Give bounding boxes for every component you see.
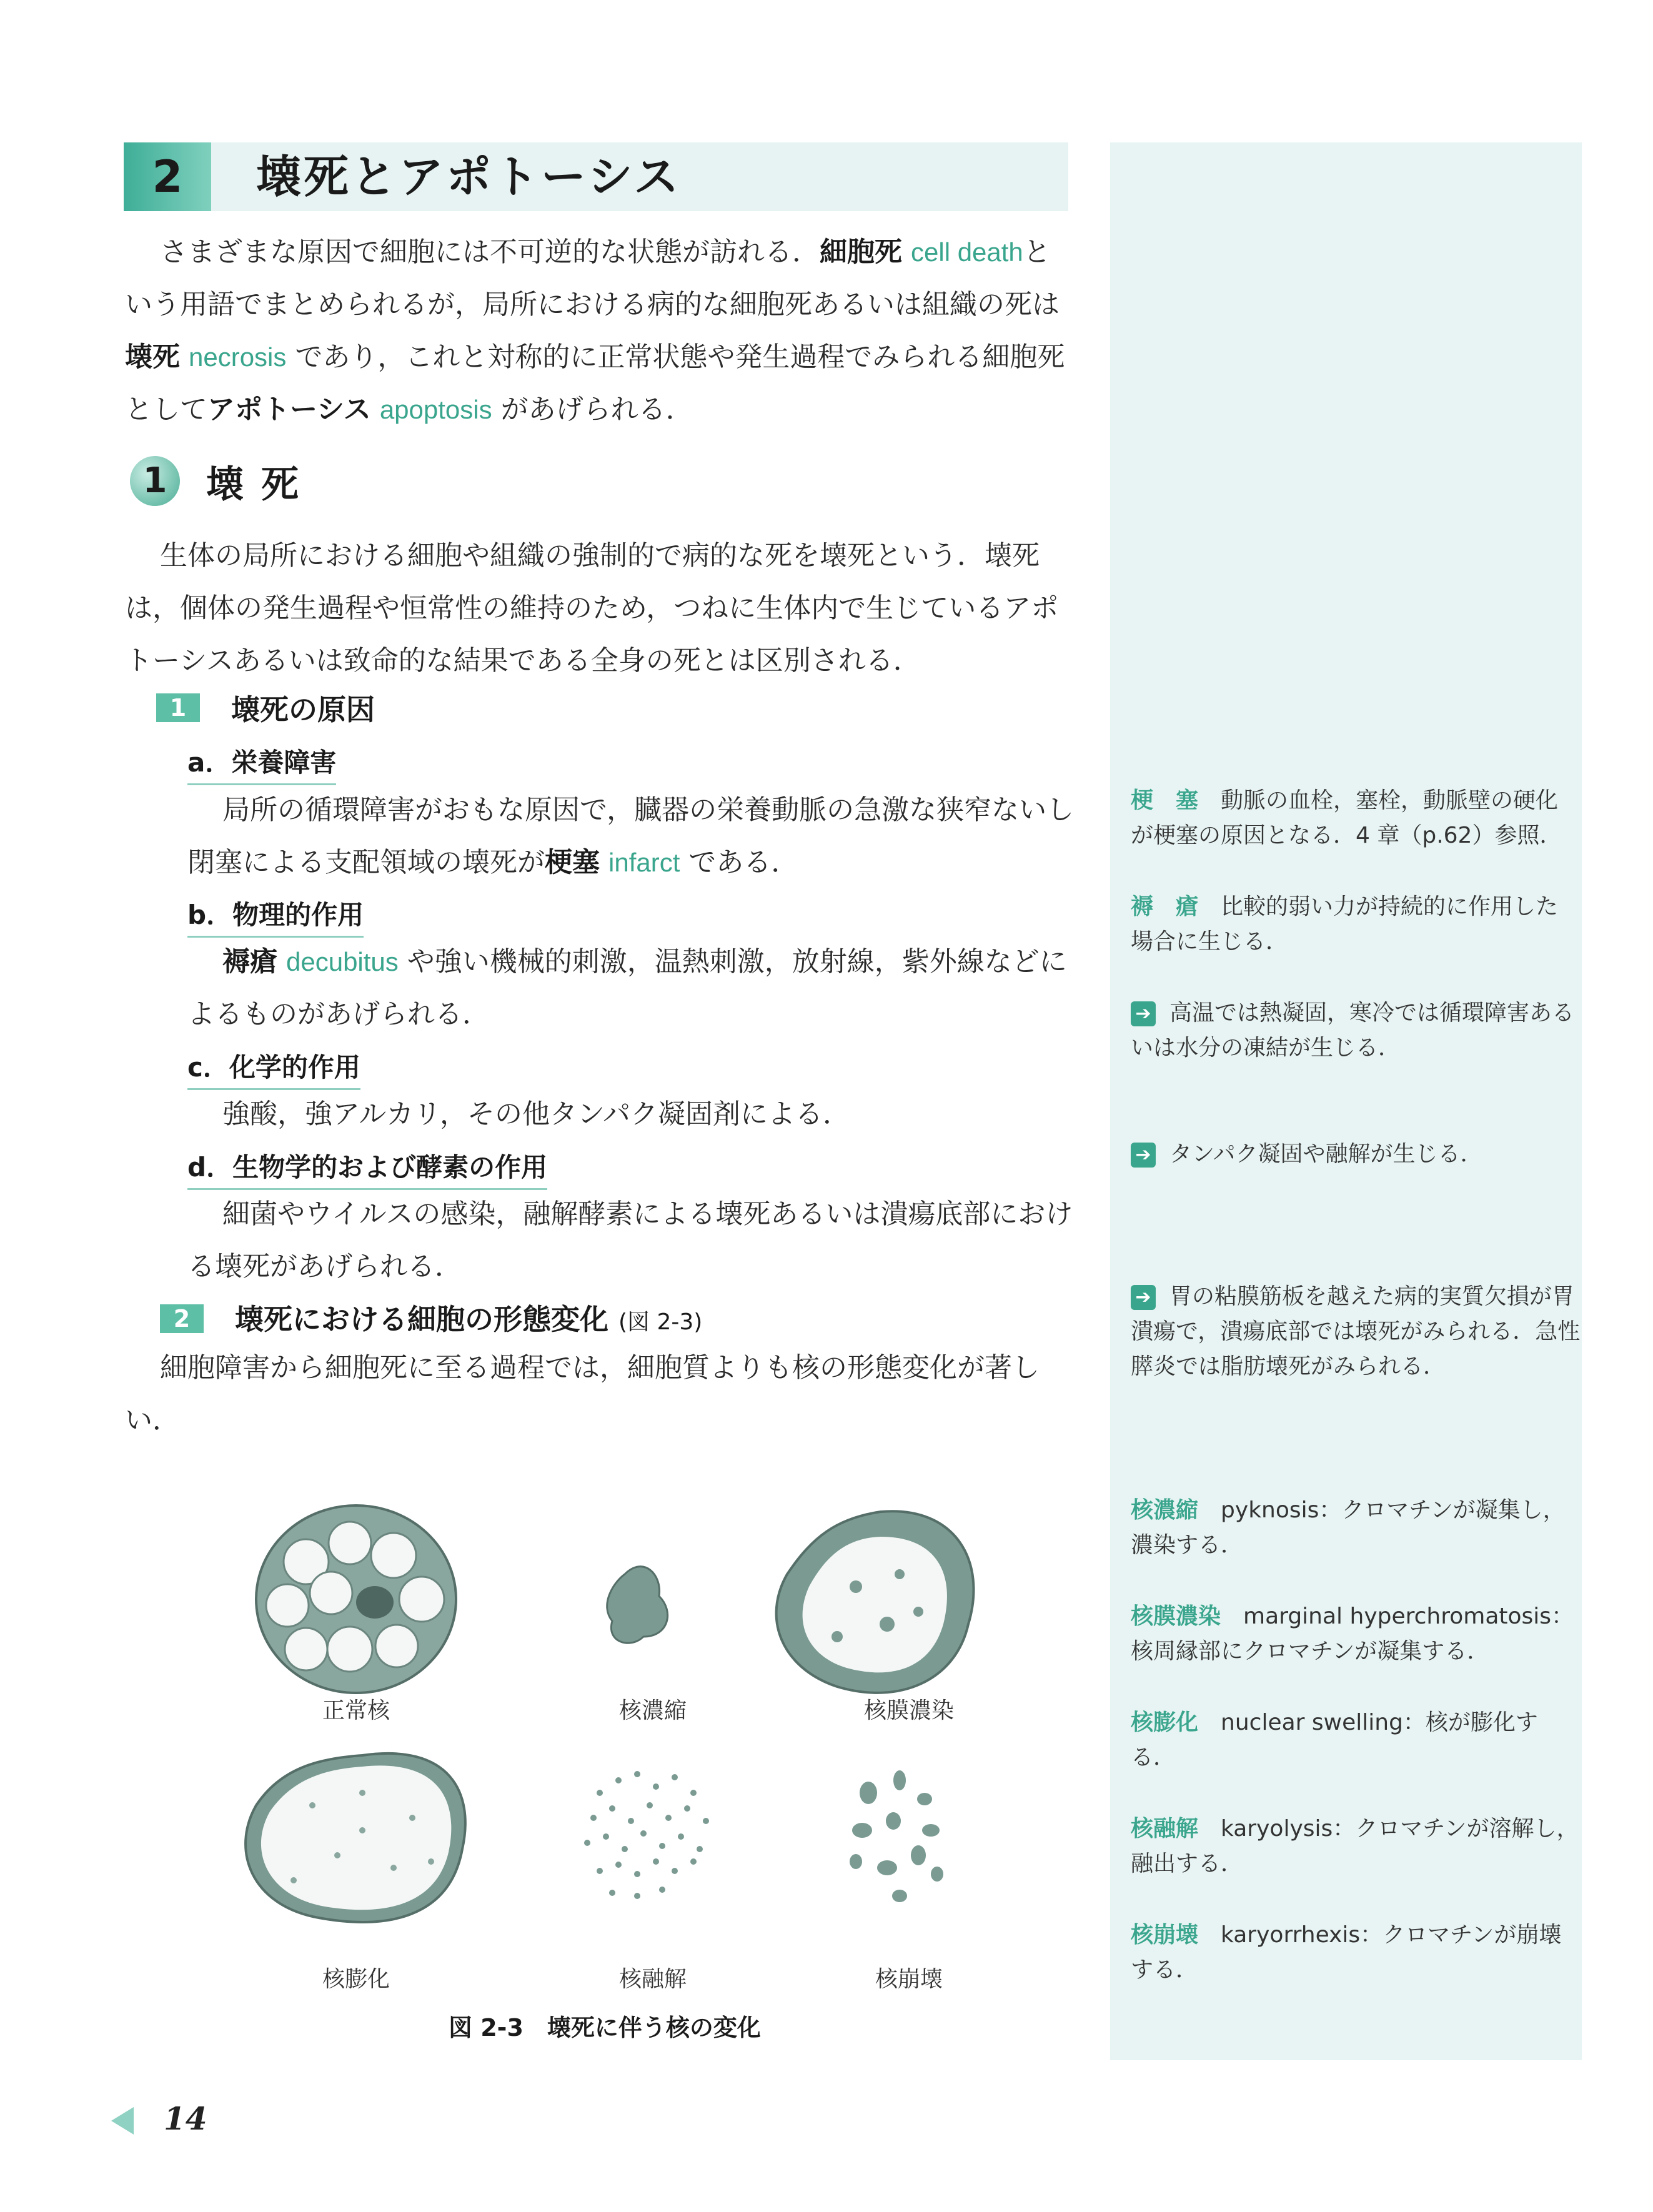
note-decubitus bbox=[1131, 890, 1581, 960]
intro-text-3: であり，これと対称的に正常状態や発生過程でみられる細胞死として bbox=[125, 341, 1065, 425]
subsection-number-2: 2 bbox=[160, 1304, 204, 1333]
note-infarct bbox=[1131, 783, 1581, 853]
note-biological-text: 胃の粘膜筋板を越えた病的実質欠損が胃潰瘍で，潰瘍底部では壊死がみられる．急性膵炎では脂肪壊死がみられる． bbox=[1131, 1284, 1581, 1379]
section-title: 壊死 bbox=[206, 463, 316, 507]
glossary-karyolysis-term: 核融解 bbox=[1131, 1816, 1199, 1842]
paragraph-a-text: 局所の循環障害がおもな原因で，臓器の栄養動脈の急激な狭窄ないし閉塞による支配領域の壊死が bbox=[187, 794, 1075, 878]
term-infarct-en: infarct bbox=[608, 848, 680, 877]
paragraph-a-end: である． bbox=[688, 846, 799, 878]
normal-nucleus-drawing bbox=[256, 1505, 456, 1693]
heading-d: d．生物学的および酵素の作用 bbox=[187, 1147, 547, 1190]
nuclear-swelling-drawing bbox=[246, 1753, 465, 1922]
subsection-number-1: 1 bbox=[156, 693, 200, 722]
note-infarct-term: 梗 塞 bbox=[1131, 788, 1199, 813]
note-physical bbox=[1131, 996, 1581, 1066]
heading-b: b．物理的作用 bbox=[187, 895, 364, 938]
figure-reference: (図 2-3) bbox=[618, 1309, 703, 1335]
note-chemical-text: タンパク凝固や融解が生じる． bbox=[1169, 1141, 1483, 1167]
label-karyolysis: 核融解 bbox=[618, 1966, 687, 1992]
glossary-marginal bbox=[1131, 1599, 1581, 1669]
term-infarct: 梗塞 bbox=[545, 846, 600, 878]
chapter-title: 壊死とアポトーシス bbox=[256, 151, 682, 203]
subsection-title-2-text: 壊死における細胞の形態変化 bbox=[235, 1302, 608, 1336]
note-biological bbox=[1131, 1279, 1581, 1384]
glossary-swelling bbox=[1131, 1705, 1581, 1775]
karyorrhexis-drawing bbox=[850, 1770, 943, 1902]
note-decubitus-term: 褥 瘡 bbox=[1131, 894, 1199, 920]
note-decubitus-text: 比較的弱い力が持続的に作用した場合に生じる． bbox=[1131, 894, 1559, 955]
intro-text-1: さまざまな原因で細胞には不可逆的な状態が訪れる． bbox=[160, 236, 820, 268]
figure-nucleus-changes bbox=[237, 1480, 1025, 1980]
karyolysis-drawing bbox=[584, 1771, 709, 1899]
glossary-karyorrhexis-term: 核崩壊 bbox=[1131, 1922, 1199, 1948]
glossary-karyorrhexis-text: karyorrhexis：クロマチンが崩壊する． bbox=[1131, 1922, 1562, 1983]
chapter-number: 2 bbox=[152, 151, 183, 202]
heading-a: a．栄養障害 bbox=[187, 742, 336, 785]
glossary-swelling-term: 核膨化 bbox=[1131, 1710, 1199, 1735]
subsection-title-1: 壊死の原因 bbox=[231, 693, 375, 727]
glossary-pyknosis bbox=[1131, 1493, 1581, 1563]
intro-text-2: という用語でまとめられるが，局所における病的な細胞死あるいは組織の死は bbox=[125, 236, 1060, 320]
heading-c: c．化学的作用 bbox=[187, 1047, 360, 1090]
figure-caption: 図 2-3 壊死に伴う核の変化 bbox=[449, 2014, 761, 2041]
label-normal-nucleus: 正常核 bbox=[322, 1698, 390, 1723]
glossary-karyorrhexis bbox=[1131, 1918, 1581, 1988]
glossary-pyknosis-term: 核濃縮 bbox=[1131, 1497, 1199, 1523]
label-nuclear-swelling: 核膨化 bbox=[322, 1966, 390, 1992]
label-marginal-hyperchromatosis: 核膜濃染 bbox=[863, 1698, 954, 1723]
term-apoptosis-en: apoptosis bbox=[379, 395, 492, 424]
term-necrosis: 壊死 bbox=[125, 341, 180, 373]
arrow-right-icon: ➔ bbox=[1131, 1143, 1156, 1168]
pyknosis-drawing bbox=[607, 1567, 668, 1643]
intro-text-4: があげられる． bbox=[500, 394, 693, 425]
paragraph-b bbox=[187, 936, 1075, 1041]
intro-paragraph bbox=[125, 226, 1075, 436]
note-chemical bbox=[1131, 1137, 1581, 1172]
term-necrosis-en: necrosis bbox=[189, 342, 287, 372]
paragraph-b-text: や強い機械的刺激，温熱刺激，放射線，紫外線などによるものがあげられる． bbox=[187, 946, 1067, 1030]
subsection-2-body: 細胞障害から細胞死に至る過程では，細胞質よりも核の形態変化が著しい． bbox=[125, 1352, 1040, 1436]
marginal-hyperchromatosis-drawing bbox=[777, 1511, 974, 1693]
glossary-karyolysis bbox=[1131, 1812, 1581, 1882]
glossary-marginal-term: 核膜濃染 bbox=[1131, 1604, 1221, 1629]
paragraph-c: 強酸，強アルカリ，その他タンパク凝固剤による． bbox=[222, 1098, 850, 1130]
glossary-swelling-text: nuclear swelling：核が膨化する． bbox=[1131, 1710, 1538, 1770]
term-decubitus-en: decubitus bbox=[286, 947, 399, 976]
page-arrow-icon bbox=[111, 2107, 134, 2135]
term-cell-death-en: cell death bbox=[911, 237, 1023, 267]
label-pyknosis: 核濃縮 bbox=[618, 1698, 687, 1723]
section1-body: 生体の局所における細胞や組織の強制的で病的な死を壊死という．壊死は，個体の発生過程や恒常性の維持のため，つねに生体内で生じているアポトーシスあるいは致命的な結果である全身の死とは区別される． bbox=[125, 540, 1059, 677]
term-decubitus: 褥瘡 bbox=[222, 946, 277, 978]
note-infarct-text: 動脈の血栓，塞栓，動脈壁の硬化が梗塞の原因となる．4 章（p.62）参照． bbox=[1131, 788, 1562, 848]
section-number: 1 bbox=[142, 460, 167, 501]
page-number: 14 bbox=[164, 2100, 207, 2137]
glossary-pyknosis-text: pyknosis：クロマチンが凝集し，濃染する． bbox=[1131, 1497, 1566, 1558]
term-cell-death: 細胞死 bbox=[820, 236, 902, 268]
arrow-right-icon: ➔ bbox=[1131, 1285, 1156, 1310]
label-karyorrhexis: 核崩壊 bbox=[875, 1966, 943, 1992]
paragraph-a bbox=[187, 784, 1075, 889]
note-physical-text: 高温では熱凝固，寒冷では循環障害あるいは水分の凍結が生じる． bbox=[1131, 1000, 1575, 1061]
glossary-marginal-text: marginal hyperchromatosis：核周縁部にクロマチンが凝集する． bbox=[1131, 1604, 1574, 1664]
subsection-title-2 bbox=[235, 1297, 702, 1338]
glossary-karyolysis-text: karyolysis：クロマチンが溶解し，融出する． bbox=[1131, 1816, 1579, 1877]
paragraph-d: 細菌やウイルスの感染，融解酵素による壊死あるいは潰瘍底部における壊死があげられる． bbox=[187, 1198, 1073, 1282]
term-apoptosis: アポトーシス bbox=[207, 394, 371, 425]
arrow-right-icon: ➔ bbox=[1131, 1001, 1156, 1026]
